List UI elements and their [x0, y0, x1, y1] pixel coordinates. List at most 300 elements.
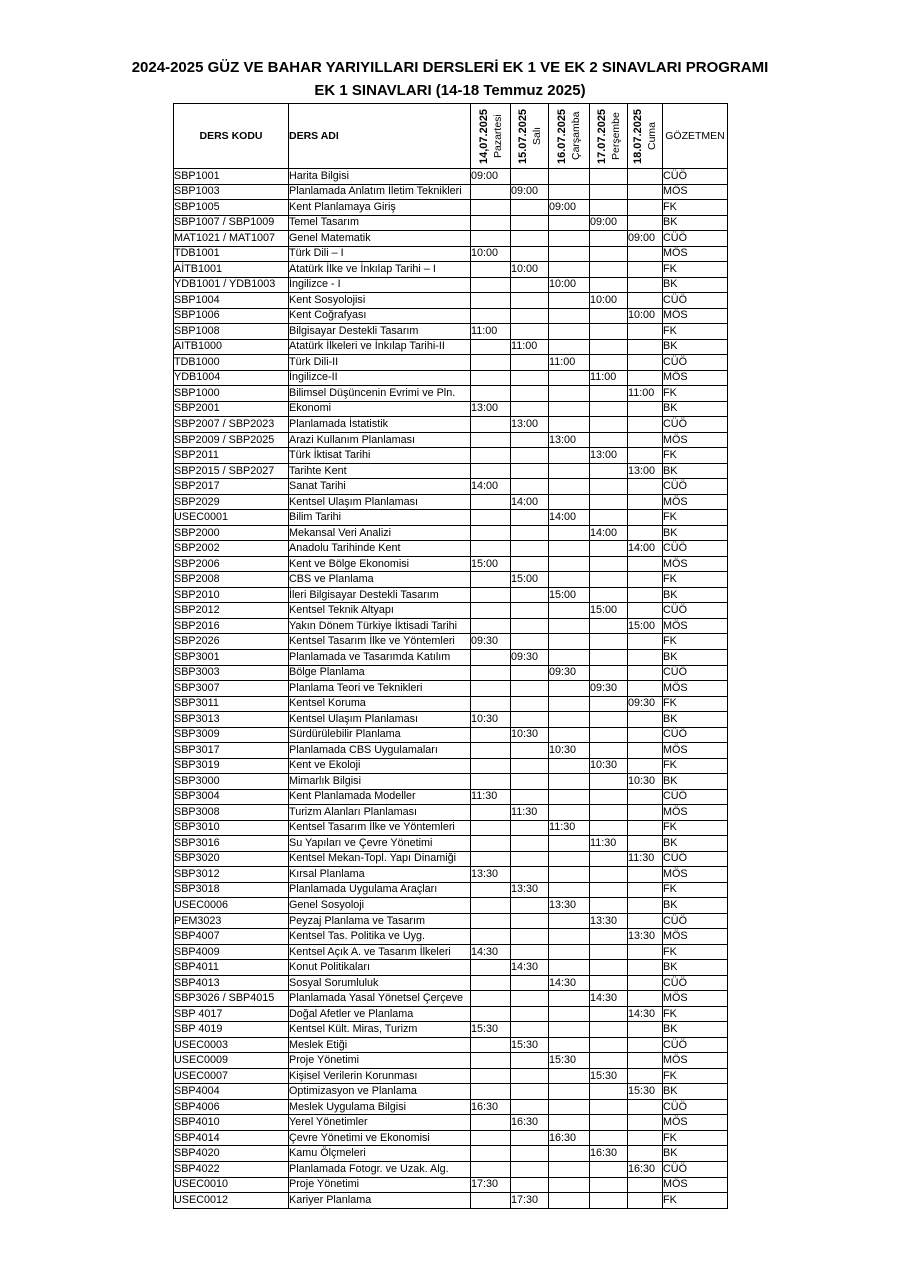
table-row — [174, 944, 728, 960]
table-row — [174, 603, 728, 619]
course-name-cell: Anadolu Tarihinde Kent — [289, 541, 471, 557]
exam-time-cell: 10:30 — [549, 743, 590, 759]
exam-time-cell — [628, 355, 663, 371]
course-code-cell: SBP2015 / SBP2027 — [174, 463, 289, 479]
table-row — [174, 774, 728, 790]
exam-time-cell — [471, 1146, 511, 1162]
table-row — [174, 339, 728, 355]
exam-time-cell: 15:00 — [590, 603, 628, 619]
exam-time-cell — [549, 1006, 590, 1022]
exam-time-cell: 10:30 — [590, 758, 628, 774]
exam-time-cell: 16:30 — [511, 1115, 549, 1131]
course-code-cell: MAT1021 / MAT1007 — [174, 231, 289, 247]
proctor-header: GÖZETMEN — [663, 104, 728, 169]
proctor-cell: FK — [663, 510, 728, 526]
exam-time-cell: 15:00 — [549, 587, 590, 603]
course-name-cell: İngilizce - I — [289, 277, 471, 293]
exam-time-cell: 15:30 — [590, 1068, 628, 1084]
exam-time-cell — [590, 1162, 628, 1178]
table-row — [174, 308, 728, 324]
exam-time-cell — [590, 339, 628, 355]
course-name-cell: Turizm Alanları Planlaması — [289, 805, 471, 821]
table-row — [174, 649, 728, 665]
exam-time-cell — [590, 556, 628, 572]
course-name-cell: Konut Politikaları — [289, 960, 471, 976]
exam-time-cell — [628, 712, 663, 728]
exam-time-cell — [471, 1162, 511, 1178]
exam-time-cell — [471, 432, 511, 448]
exam-time-cell — [549, 1022, 590, 1038]
table-row — [174, 541, 728, 557]
table-row — [174, 634, 728, 650]
proctor-cell: CÜÖ — [663, 1099, 728, 1115]
table-row — [174, 370, 728, 386]
exam-time-cell — [590, 649, 628, 665]
exam-time-cell — [471, 262, 511, 278]
course-code-cell: SBP3007 — [174, 681, 289, 697]
course-code-cell: SBP2009 / SBP2025 — [174, 432, 289, 448]
exam-time-cell — [511, 355, 549, 371]
table-row — [174, 1022, 728, 1038]
exam-time-cell — [549, 370, 590, 386]
exam-time-cell — [590, 1099, 628, 1115]
exam-time-cell — [511, 1084, 549, 1100]
course-code-cell: USEC0012 — [174, 1193, 289, 1209]
exam-time-cell — [549, 572, 590, 588]
proctor-cell: BK — [663, 649, 728, 665]
exam-time-cell — [549, 836, 590, 852]
proctor-cell: MÖS — [663, 867, 728, 883]
exam-time-cell — [511, 774, 549, 790]
proctor-cell: MÖS — [663, 991, 728, 1007]
exam-time-cell — [511, 618, 549, 634]
exam-time-cell — [511, 479, 549, 495]
exam-time-cell — [471, 1068, 511, 1084]
exam-time-cell — [471, 277, 511, 293]
course-code-cell: SBP2002 — [174, 541, 289, 557]
exam-time-cell: 14:00 — [511, 494, 549, 510]
course-code-cell: SBP2011 — [174, 448, 289, 464]
exam-time-cell — [628, 820, 663, 836]
exam-time-cell — [628, 587, 663, 603]
proctor-cell: MÖS — [663, 929, 728, 945]
exam-time-cell — [549, 805, 590, 821]
proctor-cell: CÜÖ — [663, 355, 728, 371]
course-code-cell: SBP1004 — [174, 293, 289, 309]
exam-time-cell — [471, 231, 511, 247]
exam-time-cell — [471, 494, 511, 510]
exam-time-cell: 15:00 — [471, 556, 511, 572]
document-subtitle: EK 1 SINAVLARI (14-18 Temmuz 2025) — [314, 82, 586, 99]
proctor-cell: MÖS — [663, 432, 728, 448]
course-code-cell: SBP1005 — [174, 200, 289, 216]
exam-date: 14,07.2025 — [477, 108, 490, 164]
course-code-cell: SBP2006 — [174, 556, 289, 572]
exam-time-cell — [511, 448, 549, 464]
proctor-cell: MÖS — [663, 743, 728, 759]
exam-time-cell — [471, 820, 511, 836]
exam-time-cell — [549, 1177, 590, 1193]
table-row — [174, 1177, 728, 1193]
exam-time-cell — [511, 1177, 549, 1193]
exam-time-cell — [628, 649, 663, 665]
exam-time-cell — [590, 541, 628, 557]
exam-time-cell — [590, 727, 628, 743]
course-name-cell: Proje Yönetimi — [289, 1053, 471, 1069]
exam-time-cell: 11:00 — [590, 370, 628, 386]
table-row — [174, 960, 728, 976]
exam-time-cell: 11:30 — [549, 820, 590, 836]
exam-time-cell — [471, 665, 511, 681]
course-code-cell: YDB1001 / YDB1003 — [174, 277, 289, 293]
exam-time-cell — [471, 975, 511, 991]
exam-time-cell — [549, 339, 590, 355]
exam-time-cell — [590, 386, 628, 402]
course-name-cell: Kırsal Planlama — [289, 867, 471, 883]
exam-time-cell — [471, 913, 511, 929]
exam-time-cell: 11:00 — [628, 386, 663, 402]
proctor-cell: FK — [663, 386, 728, 402]
course-name-cell: Kentsel Tasarım İlke ve Yöntemleri — [289, 820, 471, 836]
course-name-header: DERS ADI — [289, 104, 471, 169]
exam-time-cell — [549, 913, 590, 929]
course-name-cell: Planlamada İstatistik — [289, 417, 471, 433]
exam-time-cell — [628, 1115, 663, 1131]
table-row — [174, 1084, 728, 1100]
table-row — [174, 1037, 728, 1053]
exam-time-cell — [590, 1193, 628, 1209]
exam-time-cell — [511, 169, 549, 185]
exam-time-cell — [628, 1068, 663, 1084]
course-code-cell: SBP1001 — [174, 169, 289, 185]
table-row — [174, 1115, 728, 1131]
proctor-cell: CÜÖ — [663, 727, 728, 743]
course-name-cell: İngilizce-II — [289, 370, 471, 386]
course-code-cell: SBP4009 — [174, 944, 289, 960]
proctor-cell: BK — [663, 277, 728, 293]
table-row — [174, 215, 728, 231]
table-row — [174, 991, 728, 1007]
exam-time-cell: 13:30 — [628, 929, 663, 945]
exam-time-cell: 16:30 — [471, 1099, 511, 1115]
course-name-cell: Planlamada ve Tasarımda Katılım — [289, 649, 471, 665]
exam-time-cell — [628, 525, 663, 541]
course-code-cell: SBP1003 — [174, 184, 289, 200]
course-name-cell: Temel Tasarım — [289, 215, 471, 231]
exam-time-cell — [590, 1006, 628, 1022]
exam-time-cell — [471, 355, 511, 371]
document-title: 2024-2025 GÜZ VE BAHAR YARIYILLARI DERSLERİ EK 1 VE EK 2 SINAVLARI PROGRAMI — [131, 59, 769, 76]
exam-time-cell — [628, 246, 663, 262]
exam-time-cell — [511, 463, 549, 479]
exam-time-cell — [511, 587, 549, 603]
exam-time-cell — [590, 743, 628, 759]
course-code-cell: SBP3026 / SBP4015 — [174, 991, 289, 1007]
exam-date: 16.07.2025 — [556, 108, 568, 164]
proctor-cell: BK — [663, 960, 728, 976]
course-code-cell: SBP1007 / SBP1009 — [174, 215, 289, 231]
exam-time-cell — [590, 463, 628, 479]
exam-time-cell — [628, 789, 663, 805]
course-code-cell: AITB1000 — [174, 339, 289, 355]
course-name-cell: Atatürk İlkeleri ve İnkılap Tarihi-II — [289, 339, 471, 355]
exam-time-cell — [590, 1022, 628, 1038]
course-name-cell: Meslek Etiği — [289, 1037, 471, 1053]
table-row — [174, 1099, 728, 1115]
exam-time-cell — [628, 494, 663, 510]
course-name-cell: Doğal Afetler ve Planlama — [289, 1006, 471, 1022]
course-name-cell: Kentsel Tasarım İlke ve Yöntemleri — [289, 634, 471, 650]
course-name-cell: Planlamada Fotogr. ve Uzak. Alg. — [289, 1162, 471, 1178]
proctor-cell: BK — [663, 1022, 728, 1038]
course-code-cell: SBP3020 — [174, 851, 289, 867]
exam-time-cell — [628, 200, 663, 216]
course-name-cell: Türk Dili – I — [289, 246, 471, 262]
proctor-cell: MÖS — [663, 556, 728, 572]
course-code-cell: SBP4013 — [174, 975, 289, 991]
schedule-body — [174, 169, 728, 1209]
table-row — [174, 712, 728, 728]
exam-time-cell — [549, 525, 590, 541]
exam-time-cell — [511, 370, 549, 386]
table-row — [174, 882, 728, 898]
course-code-cell: SBP3004 — [174, 789, 289, 805]
exam-time-cell — [590, 665, 628, 681]
course-code-cell: SBP 4019 — [174, 1022, 289, 1038]
header-row — [174, 104, 728, 169]
exam-time-cell — [590, 262, 628, 278]
exam-time-cell — [511, 1068, 549, 1084]
course-name-cell: CBS ve Planlama — [289, 572, 471, 588]
proctor-cell: BK — [663, 339, 728, 355]
course-name-cell: Genel Matematik — [289, 231, 471, 247]
proctor-cell: CÜÖ — [663, 231, 728, 247]
course-code-cell: SBP4010 — [174, 1115, 289, 1131]
exam-time-cell — [590, 1084, 628, 1100]
exam-time-cell: 14:30 — [628, 1006, 663, 1022]
course-code-cell: SBP3017 — [174, 743, 289, 759]
course-name-cell: Planlamada Yasal Yönetsel Çerçeve — [289, 991, 471, 1007]
proctor-cell: CÜÖ — [663, 1037, 728, 1053]
exam-time-cell — [471, 743, 511, 759]
course-name-cell: Kent ve Bölge Ekonomisi — [289, 556, 471, 572]
course-name-cell: Meslek Uygulama Bilgisi — [289, 1099, 471, 1115]
exam-time-cell — [549, 681, 590, 697]
exam-time-cell — [471, 200, 511, 216]
exam-time-cell — [511, 525, 549, 541]
exam-time-cell — [549, 401, 590, 417]
proctor-cell: FK — [663, 572, 728, 588]
course-name-cell: Kentsel Kült. Miras, Turizm — [289, 1022, 471, 1038]
proctor-cell: CÜÖ — [663, 665, 728, 681]
exam-time-cell: 11:30 — [590, 836, 628, 852]
proctor-cell: BK — [663, 898, 728, 914]
course-code-cell: SBP3013 — [174, 712, 289, 728]
exam-time-cell — [628, 758, 663, 774]
proctor-cell: FK — [663, 200, 728, 216]
exam-time-cell — [628, 975, 663, 991]
course-code-cell: SBP4007 — [174, 929, 289, 945]
exam-time-cell: 10:00 — [590, 293, 628, 309]
exam-time-cell: 13:30 — [590, 913, 628, 929]
table-row — [174, 789, 728, 805]
exam-time-cell — [549, 1068, 590, 1084]
exam-time-cell — [628, 277, 663, 293]
exam-time-cell — [471, 463, 511, 479]
exam-time-cell: 09:30 — [471, 634, 511, 650]
exam-time-cell: 13:00 — [628, 463, 663, 479]
table-row — [174, 448, 728, 464]
exam-time-cell: 15:30 — [628, 1084, 663, 1100]
exam-time-cell — [511, 293, 549, 309]
table-row — [174, 929, 728, 945]
exam-time-cell — [628, 215, 663, 231]
course-code-cell: AİTB1001 — [174, 262, 289, 278]
exam-time-cell — [511, 929, 549, 945]
exam-time-cell — [471, 572, 511, 588]
course-code-cell: USEC0010 — [174, 1177, 289, 1193]
exam-time-cell — [628, 339, 663, 355]
proctor-cell: CÜÖ — [663, 479, 728, 495]
course-name-cell: Bilim Tarihi — [289, 510, 471, 526]
proctor-cell: BK — [663, 712, 728, 728]
exam-time-cell — [628, 556, 663, 572]
exam-time-cell — [471, 1084, 511, 1100]
course-name-cell: Optimizasyon ve Planlama — [289, 1084, 471, 1100]
course-code-cell: USEC0007 — [174, 1068, 289, 1084]
exam-time-cell — [590, 1130, 628, 1146]
course-code-cell: SBP3018 — [174, 882, 289, 898]
exam-time-cell — [590, 960, 628, 976]
course-name-cell: Kentsel Açık A. ve Tasarım İlkeleri — [289, 944, 471, 960]
exam-time-cell — [471, 882, 511, 898]
exam-time-cell — [549, 929, 590, 945]
course-name-cell: Sürdürülebilir Planlama — [289, 727, 471, 743]
exam-time-cell — [590, 1177, 628, 1193]
weekday: Çarşamba — [570, 111, 582, 161]
table-row — [174, 432, 728, 448]
exam-time-cell — [471, 386, 511, 402]
course-code-cell: SBP2029 — [174, 494, 289, 510]
exam-time-cell — [628, 960, 663, 976]
exam-time-cell — [471, 1130, 511, 1146]
table-row — [174, 727, 728, 743]
exam-time-cell — [549, 618, 590, 634]
exam-time-cell — [511, 556, 549, 572]
course-code-cell: SBP2001 — [174, 401, 289, 417]
exam-time-cell: 13:00 — [590, 448, 628, 464]
exam-time-cell — [628, 665, 663, 681]
exam-time-cell — [628, 1022, 663, 1038]
table-row — [174, 1162, 728, 1178]
proctor-cell: MÖS — [663, 370, 728, 386]
exam-time-cell — [590, 805, 628, 821]
course-code-cell: SBP2008 — [174, 572, 289, 588]
exam-time-cell — [590, 432, 628, 448]
exam-time-cell — [471, 1193, 511, 1209]
exam-time-cell — [549, 246, 590, 262]
weekday: Cuma — [646, 122, 658, 151]
table-row — [174, 1146, 728, 1162]
course-code-cell: SBP2000 — [174, 525, 289, 541]
table-row — [174, 1053, 728, 1069]
exam-time-cell: 11:00 — [549, 355, 590, 371]
course-code-cell: SBP3009 — [174, 727, 289, 743]
course-name-cell: Türk İktisat Tarihi — [289, 448, 471, 464]
exam-time-cell — [471, 758, 511, 774]
exam-time-cell — [590, 510, 628, 526]
proctor-cell: CÜÖ — [663, 417, 728, 433]
exam-time-cell — [628, 293, 663, 309]
course-name-cell: Genel Sosyoloji — [289, 898, 471, 914]
course-name-cell: Sosyal Sorumluluk — [289, 975, 471, 991]
exam-time-cell — [471, 898, 511, 914]
course-code-header: DERS KODU — [174, 104, 289, 169]
exam-time-cell — [471, 774, 511, 790]
weekday: Salı — [530, 126, 543, 146]
exam-time-cell — [511, 975, 549, 991]
exam-time-cell: 10:30 — [628, 774, 663, 790]
course-code-cell: SBP1000 — [174, 386, 289, 402]
course-name-cell: Tarihte Kent — [289, 463, 471, 479]
proctor-cell: BK — [663, 587, 728, 603]
course-name-cell: Bölge Planlama — [289, 665, 471, 681]
exam-time-cell — [628, 448, 663, 464]
exam-time-cell — [549, 1162, 590, 1178]
course-code-cell: SBP4011 — [174, 960, 289, 976]
exam-time-cell — [549, 1146, 590, 1162]
exam-time-cell — [628, 634, 663, 650]
course-name-cell: Yerel Yönetimler — [289, 1115, 471, 1131]
exam-time-cell — [549, 1099, 590, 1115]
exam-time-cell: 10:30 — [471, 712, 511, 728]
proctor-cell: FK — [663, 634, 728, 650]
exam-time-cell — [511, 231, 549, 247]
exam-time-cell — [549, 556, 590, 572]
exam-time-cell — [511, 898, 549, 914]
exam-time-cell: 10:30 — [511, 727, 549, 743]
course-name-cell: Kent ve Ekoloji — [289, 758, 471, 774]
proctor-cell: BK — [663, 1084, 728, 1100]
table-row — [174, 1068, 728, 1084]
proctor-cell: FK — [663, 448, 728, 464]
proctor-cell: MÖS — [663, 805, 728, 821]
exam-time-cell — [590, 867, 628, 883]
exam-time-cell — [549, 603, 590, 619]
exam-time-cell: 13:30 — [511, 882, 549, 898]
exam-time-cell: 14:00 — [471, 479, 511, 495]
exam-time-cell — [590, 712, 628, 728]
exam-time-cell: 10:00 — [628, 308, 663, 324]
course-code-cell: SBP1006 — [174, 308, 289, 324]
exam-time-cell — [511, 1053, 549, 1069]
table-row — [174, 401, 728, 417]
exam-time-cell — [471, 649, 511, 665]
course-name-cell: Kentsel Ulaşım Planlaması — [289, 712, 471, 728]
course-code-cell: YDB1004 — [174, 370, 289, 386]
exam-time-cell: 13:00 — [471, 401, 511, 417]
proctor-cell: CÜÖ — [663, 169, 728, 185]
exam-time-cell — [590, 898, 628, 914]
exam-time-cell — [471, 510, 511, 526]
proctor-cell: CÜÖ — [663, 293, 728, 309]
exam-time-cell: 09:00 — [628, 231, 663, 247]
proctor-cell: BK — [663, 215, 728, 231]
exam-time-cell — [511, 308, 549, 324]
exam-time-cell — [628, 1037, 663, 1053]
exam-time-cell: 09:30 — [549, 665, 590, 681]
exam-time-cell — [471, 991, 511, 1007]
